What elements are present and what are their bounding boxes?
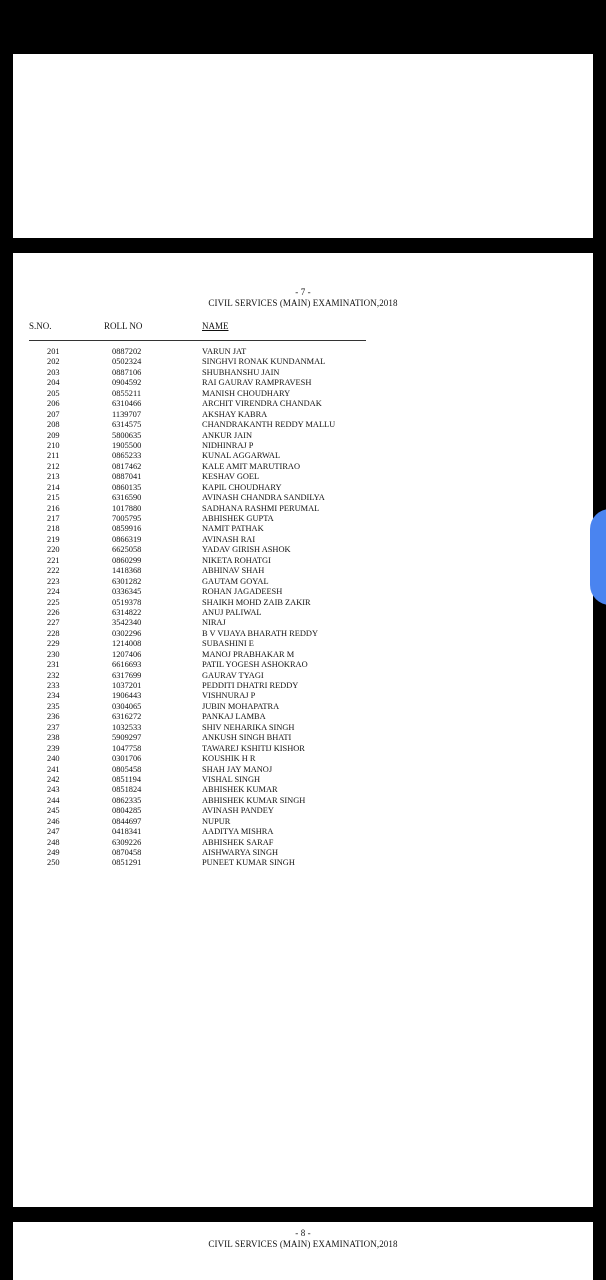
table-row — [13, 723, 593, 733]
cell-name: GAUTAM GOYAL — [202, 576, 269, 586]
cell-name: KUNAL AGGARWAL — [202, 451, 281, 461]
cell-name: AISHWARYA SINGH — [202, 848, 279, 857]
table-row — [13, 754, 593, 764]
cell-sno: 207 — [47, 409, 60, 419]
cell-sno: 238 — [47, 733, 60, 743]
table-row — [13, 347, 593, 357]
cell-sno: 203 — [47, 367, 60, 377]
cell-sno: 243 — [47, 785, 60, 795]
cell-roll-no: 6310466 — [112, 399, 142, 409]
table-row — [13, 368, 593, 378]
cell-roll-no: 0418341 — [112, 827, 142, 837]
table-row — [13, 389, 593, 399]
cell-roll-no: 1418368 — [112, 566, 142, 576]
cell-name: PEDDITI DHATRI REDDY — [202, 681, 299, 690]
cell-roll-no: 6625058 — [112, 545, 142, 555]
cell-roll-no: 7005795 — [112, 514, 142, 523]
cell-name: ABHISHEK KUMAR SINGH — [202, 795, 306, 805]
cell-roll-no: 0817462 — [112, 461, 142, 471]
cell-name: KOUSHIK H R — [202, 754, 256, 764]
cell-sno: 208 — [47, 420, 60, 430]
cell-sno: 249 — [47, 848, 60, 857]
cell-name: YADAV GIRISH ASHOK — [202, 545, 291, 555]
table-row — [13, 744, 593, 754]
table-row — [13, 712, 593, 722]
table-row — [13, 660, 593, 670]
cell-roll-no: 6314575 — [112, 420, 142, 430]
table-row — [13, 357, 593, 367]
cell-roll-no: 0336345 — [112, 587, 142, 597]
table-row — [13, 410, 593, 420]
cell-sno: 223 — [47, 576, 60, 586]
cell-sno: 216 — [47, 503, 60, 513]
cell-sno: 226 — [47, 607, 60, 617]
cell-name: GAURAV TYAGI — [202, 670, 264, 680]
cell-roll-no: 0887202 — [112, 347, 142, 356]
header-divider — [29, 340, 366, 341]
cell-name: ANKUR JAIN — [202, 430, 253, 440]
cell-sno: 217 — [47, 514, 60, 523]
cell-name: NIKETA ROHATGI — [202, 555, 271, 565]
cell-roll-no: 1032533 — [112, 722, 142, 732]
cell-roll-no: 1906443 — [112, 691, 142, 701]
table-row — [13, 462, 593, 472]
previous-page — [13, 54, 593, 238]
table-row — [13, 796, 593, 806]
header-sno: S.NO. — [29, 321, 52, 331]
cell-name: MANISH CHOUDHARY — [202, 388, 291, 398]
table-row — [13, 483, 593, 493]
table-row — [13, 378, 593, 388]
cell-name: AKSHAY KABRA — [202, 409, 268, 419]
cell-roll-no: 6316272 — [112, 712, 142, 722]
page-number: - 8 - — [295, 1228, 311, 1238]
cell-roll-no: 1905500 — [112, 440, 142, 450]
cell-roll-no: 6314822 — [112, 607, 142, 617]
table-row — [13, 838, 593, 848]
table-row — [13, 556, 593, 566]
cell-roll-no: 0866319 — [112, 534, 142, 544]
cell-sno: 212 — [47, 461, 60, 471]
cell-sno: 220 — [47, 545, 60, 555]
cell-name: AVINASH PANDEY — [202, 806, 274, 816]
cell-name: ROHAN JAGADEESH — [202, 587, 283, 597]
cell-sno: 228 — [47, 628, 60, 638]
cell-roll-no: 1207406 — [112, 649, 142, 659]
table-row — [13, 545, 593, 555]
table-row — [13, 817, 593, 827]
cell-name: KESHAV GOEL — [202, 472, 260, 482]
cell-sno: 222 — [47, 566, 60, 576]
cell-roll-no: 3542340 — [112, 618, 142, 628]
table-row — [13, 451, 593, 461]
cell-roll-no: 1037201 — [112, 681, 142, 690]
cell-sno: 224 — [47, 587, 60, 597]
cell-roll-no: 0859916 — [112, 524, 142, 534]
cell-sno: 229 — [47, 639, 60, 649]
cell-roll-no: 0887041 — [112, 472, 142, 482]
cell-sno: 241 — [47, 764, 60, 774]
cell-sno: 244 — [47, 795, 60, 805]
cell-sno: 248 — [47, 837, 60, 847]
cell-sno: 236 — [47, 712, 60, 722]
table-row — [13, 629, 593, 639]
cell-name: AADITYA MISHRA — [202, 827, 274, 837]
cell-sno: 202 — [47, 357, 60, 367]
exam-title: CIVIL SERVICES (MAIN) EXAMINATION,2018 — [208, 298, 398, 308]
cell-roll-no: 0804285 — [112, 806, 142, 816]
cell-roll-no: 5909297 — [112, 733, 142, 743]
cell-name: ABHISHEK KUMAR — [202, 785, 278, 795]
table-row — [13, 775, 593, 785]
cell-roll-no: 1047758 — [112, 743, 142, 753]
cell-name: PUNEET KUMAR SINGH — [202, 858, 295, 868]
cell-roll-no: 0851194 — [112, 774, 142, 784]
cell-name: VARUN JAT — [202, 347, 247, 356]
cell-roll-no: 0851291 — [112, 858, 142, 868]
header-roll-no: ROLL NO — [104, 321, 143, 331]
table-row — [13, 618, 593, 628]
cell-sno: 213 — [47, 472, 60, 482]
cell-sno: 221 — [47, 555, 60, 565]
exam-title: CIVIL SERVICES (MAIN) EXAMINATION,2018 — [208, 1239, 398, 1249]
table-row — [13, 858, 593, 868]
cell-roll-no: 5800635 — [112, 430, 142, 440]
cell-sno: 201 — [47, 347, 60, 356]
table-row — [13, 431, 593, 441]
table-row — [13, 566, 593, 576]
cell-roll-no: 0519378 — [112, 597, 142, 607]
cell-roll-no: 0805458 — [112, 764, 142, 774]
cell-sno: 239 — [47, 743, 60, 753]
cell-sno: 215 — [47, 493, 60, 503]
cell-name: NUPUR — [202, 816, 231, 826]
cell-sno: 219 — [47, 534, 60, 544]
table-row — [13, 733, 593, 743]
header-name: NAME — [202, 321, 229, 331]
cell-name: AVINASH CHANDRA SANDILYA — [202, 493, 325, 503]
cell-sno: 218 — [47, 524, 60, 534]
table-row — [13, 535, 593, 545]
cell-name: NAMIT PATHAK — [202, 524, 264, 534]
cell-sno: 214 — [47, 482, 60, 492]
table-row — [13, 681, 593, 691]
cell-name: ARCHIT VIRENDRA CHANDAK — [202, 399, 322, 409]
cell-name: ABHISHEK SARAF — [202, 837, 274, 847]
table-row — [13, 785, 593, 795]
table-row — [13, 504, 593, 514]
table-row — [13, 514, 593, 524]
cell-name: NIRAJ — [202, 618, 226, 628]
cell-sno: 204 — [47, 378, 60, 388]
cell-name: SHUBHANSHU JAIN — [202, 367, 280, 377]
document-page-7 — [13, 253, 593, 1207]
cell-roll-no: 6301282 — [112, 576, 142, 586]
table-row — [13, 577, 593, 587]
cell-name: SUBASHINI E — [202, 639, 254, 649]
cell-roll-no: 6309226 — [112, 837, 142, 847]
cell-name: TAWAREJ KSHITIJ KISHOR — [202, 743, 305, 753]
cell-sno: 235 — [47, 701, 60, 711]
cell-sno: 245 — [47, 806, 60, 816]
cell-name: SHAH JAY MANOJ — [202, 764, 273, 774]
cell-name: PANKAJ LAMBA — [202, 712, 266, 722]
table-row — [13, 671, 593, 681]
cell-sno: 205 — [47, 388, 60, 398]
cell-sno: 211 — [47, 451, 60, 461]
cell-roll-no: 0865233 — [112, 451, 142, 461]
cell-name: ANKUSH SINGH BHATI — [202, 733, 292, 743]
cell-roll-no: 1017880 — [112, 503, 142, 513]
cell-sno: 206 — [47, 399, 60, 409]
cell-roll-no: 0860299 — [112, 555, 142, 565]
table-row — [13, 598, 593, 608]
cell-roll-no: 0862335 — [112, 795, 142, 805]
cell-sno: 210 — [47, 440, 60, 450]
cell-name: SHIV NEHARIKA SINGH — [202, 722, 295, 732]
cell-name: SADHANA RASHMI PERUMAL — [202, 503, 320, 513]
cell-sno: 232 — [47, 670, 60, 680]
cell-roll-no: 0502324 — [112, 357, 142, 367]
table-row — [13, 493, 593, 503]
cell-roll-no: 1139707 — [112, 409, 142, 419]
cell-sno: 242 — [47, 774, 60, 784]
cell-name: VISHAL SINGH — [202, 774, 261, 784]
cell-name: SHAIKH MOHD ZAIB ZAKIR — [202, 597, 311, 607]
cell-roll-no: 1214008 — [112, 639, 142, 649]
cell-name: KAPIL CHOUDHARY — [202, 482, 282, 492]
cell-sno: 209 — [47, 430, 60, 440]
document-page-8 — [13, 1222, 593, 1280]
cell-roll-no: 0860135 — [112, 482, 142, 492]
cell-name: ANUJ PALIWAL — [202, 607, 262, 617]
cell-roll-no: 6616693 — [112, 660, 142, 670]
cell-roll-no: 0855211 — [112, 388, 142, 398]
table-row — [13, 608, 593, 618]
cell-name: B V VIJAYA BHARATH REDDY — [202, 628, 319, 638]
table-row — [13, 399, 593, 409]
cell-roll-no: 6317699 — [112, 670, 142, 680]
cell-sno: 246 — [47, 816, 60, 826]
cell-name: RAI GAURAV RAMPRAVESH — [202, 378, 312, 388]
cell-name: SINGHVI RONAK KUNDANMAL — [202, 357, 326, 367]
table-row — [13, 441, 593, 451]
cell-sno: 227 — [47, 618, 60, 628]
cell-name: MANOJ PRABHAKAR M — [202, 649, 295, 659]
scroll-handle-icon[interactable] — [590, 509, 606, 605]
table-row — [13, 639, 593, 649]
table-row — [13, 848, 593, 858]
cell-sno: 225 — [47, 597, 60, 607]
cell-roll-no: 0851824 — [112, 785, 142, 795]
cell-name: ABHINAV SHAH — [202, 566, 265, 576]
table-row — [13, 806, 593, 816]
cell-sno: 233 — [47, 681, 60, 690]
table-row — [13, 702, 593, 712]
cell-roll-no: 0301706 — [112, 754, 142, 764]
cell-sno: 247 — [47, 827, 60, 837]
table-row — [13, 524, 593, 534]
cell-name: AVINASH RAI — [202, 534, 256, 544]
cell-name: ABHISHEK GUPTA — [202, 514, 274, 523]
cell-sno: 230 — [47, 649, 60, 659]
cell-name: PATIL YOGESH ASHOKRAO — [202, 660, 308, 670]
table-row — [13, 587, 593, 597]
cell-roll-no: 0870458 — [112, 848, 142, 857]
table-row — [13, 472, 593, 482]
results-table — [13, 347, 593, 869]
page-number: - 7 - — [295, 287, 311, 297]
cell-name: JUBIN MOHAPATRA — [202, 701, 280, 711]
cell-sno: 240 — [47, 754, 60, 764]
cell-sno: 237 — [47, 722, 60, 732]
cell-name: NIDHINRAJ P — [202, 440, 254, 450]
cell-roll-no: 6316590 — [112, 493, 142, 503]
table-row — [13, 650, 593, 660]
cell-roll-no: 0904592 — [112, 378, 142, 388]
table-row — [13, 827, 593, 837]
cell-name: KALE AMIT MARUTIRAO — [202, 461, 301, 471]
cell-roll-no: 0304065 — [112, 701, 142, 711]
cell-name: CHANDRAKANTH REDDY MALLU — [202, 420, 336, 430]
table-row — [13, 691, 593, 701]
table-row — [13, 765, 593, 775]
cell-roll-no: 0844697 — [112, 816, 142, 826]
cell-sno: 231 — [47, 660, 60, 670]
cell-roll-no: 0302296 — [112, 628, 142, 638]
table-row — [13, 420, 593, 430]
cell-roll-no: 0887106 — [112, 367, 142, 377]
cell-name: VISHNURAJ P — [202, 691, 256, 701]
cell-sno: 250 — [47, 858, 60, 868]
cell-sno: 234 — [47, 691, 60, 701]
